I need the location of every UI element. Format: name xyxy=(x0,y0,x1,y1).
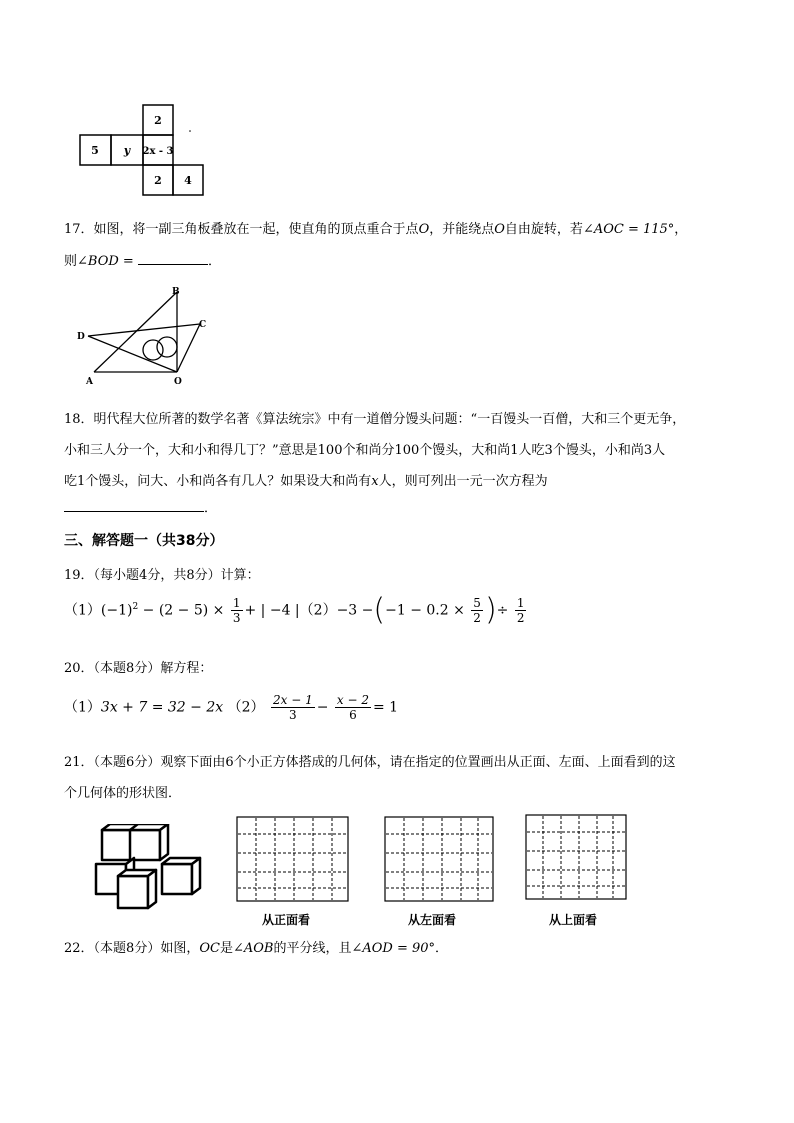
q21-line2: 个几何体的形状图． xyxy=(64,786,182,801)
net-label: 4 xyxy=(184,174,192,187)
q17-line1: 17．如图，将一副三角板叠放在一起，使直角的顶点重合于点O，并能绕点O自由旋转，若∠AOC = 115°， xyxy=(64,222,688,237)
caption-front: 从正面看 xyxy=(262,913,311,927)
section-title: 三、解答题一（共38分） xyxy=(64,533,224,549)
angle-bod: ∠BOD = xyxy=(77,254,134,269)
right-angle-arc xyxy=(157,337,177,357)
q19-line: 19．（每小题4分，共8分）计算： xyxy=(64,568,260,583)
q18-line1: 18．明代程大位所著的数学名著《算法统宗》中有一道僧分馒头问题：“一百馒头一百僧，大和三个更无争， xyxy=(64,412,686,427)
point-label: O xyxy=(174,377,182,387)
caption-left: 从左面看 xyxy=(408,913,457,927)
q19-expressions: $(1)(-1)^2 - (2 - 5)$ × $\frac{1}{3}$ + | −4 |（2）−3 −(−1 − 0.2 × $\frac{5}{2}$ )÷ $\frac{1}{2}$ xyxy=(64,592,525,628)
q20-line: 20．（本题8分）解方程： xyxy=(64,661,213,676)
net-label: y xyxy=(123,144,131,157)
point-label: B xyxy=(172,287,180,297)
answer-blank[interactable] xyxy=(138,264,208,265)
q21-line1: 21．（本题6分）观察下面由6个小正方体搭成的几何体，请在指定的位置画出从正面、左面、上面看到的这 xyxy=(64,755,676,770)
point-label: A xyxy=(86,377,93,387)
cube-net-figure xyxy=(78,103,208,197)
left-view-grid xyxy=(384,816,494,902)
right-angle-arc xyxy=(143,340,163,360)
cube-stack-figure xyxy=(92,824,214,916)
q22-line: 22．（本题8分）如图，OC是∠AOB的平分线，且∠AOD = 90°． xyxy=(64,941,449,956)
caption-top: 从上面看 xyxy=(549,913,598,927)
answer-blank[interactable] xyxy=(64,511,204,512)
fraction: $\frac{5}{2}$ xyxy=(473,596,481,625)
net-label: 2 xyxy=(154,174,162,187)
net-label: 5 xyxy=(91,144,99,157)
fraction: $\frac{2x - 1}{3}$ xyxy=(272,693,313,722)
q18-line3: 吃1个馒头，问大、小和尚各有几人？如果设大和尚有x人，则可列出一元一次方程为 xyxy=(64,474,548,489)
angle-aoc: ∠AOC = 115° xyxy=(582,222,675,237)
fraction: $\frac{x - 2}{6}$ xyxy=(336,693,369,722)
fraction: $\frac{1}{3}$ xyxy=(232,596,241,625)
fraction: $\frac{1}{2}$ xyxy=(516,596,525,625)
point-label: D xyxy=(77,332,85,342)
triangle-plates-figure xyxy=(74,284,220,390)
top-view-grid xyxy=(525,814,627,900)
q18-line2: 小和三人分一个，大和小和得几丁？”意思是100个和尚分100个馒头，大和尚1人吃3个馒头，小和尚3人 xyxy=(64,443,666,458)
stray-dot xyxy=(189,130,191,132)
point-label: C xyxy=(199,320,207,330)
net-label: 2x - 3 xyxy=(142,146,174,157)
q20-equations: （1）3x + 7 = 32 − 2x （2） $\frac{2x - 1}{3}$ − $\frac{x - 2}{6}$ = 1 xyxy=(64,693,399,722)
q17-line2: 则∠BOD = ． xyxy=(64,254,221,269)
net-label: 2 xyxy=(154,114,162,127)
q18-line4: ． xyxy=(64,497,217,516)
front-view-grid xyxy=(236,816,349,902)
